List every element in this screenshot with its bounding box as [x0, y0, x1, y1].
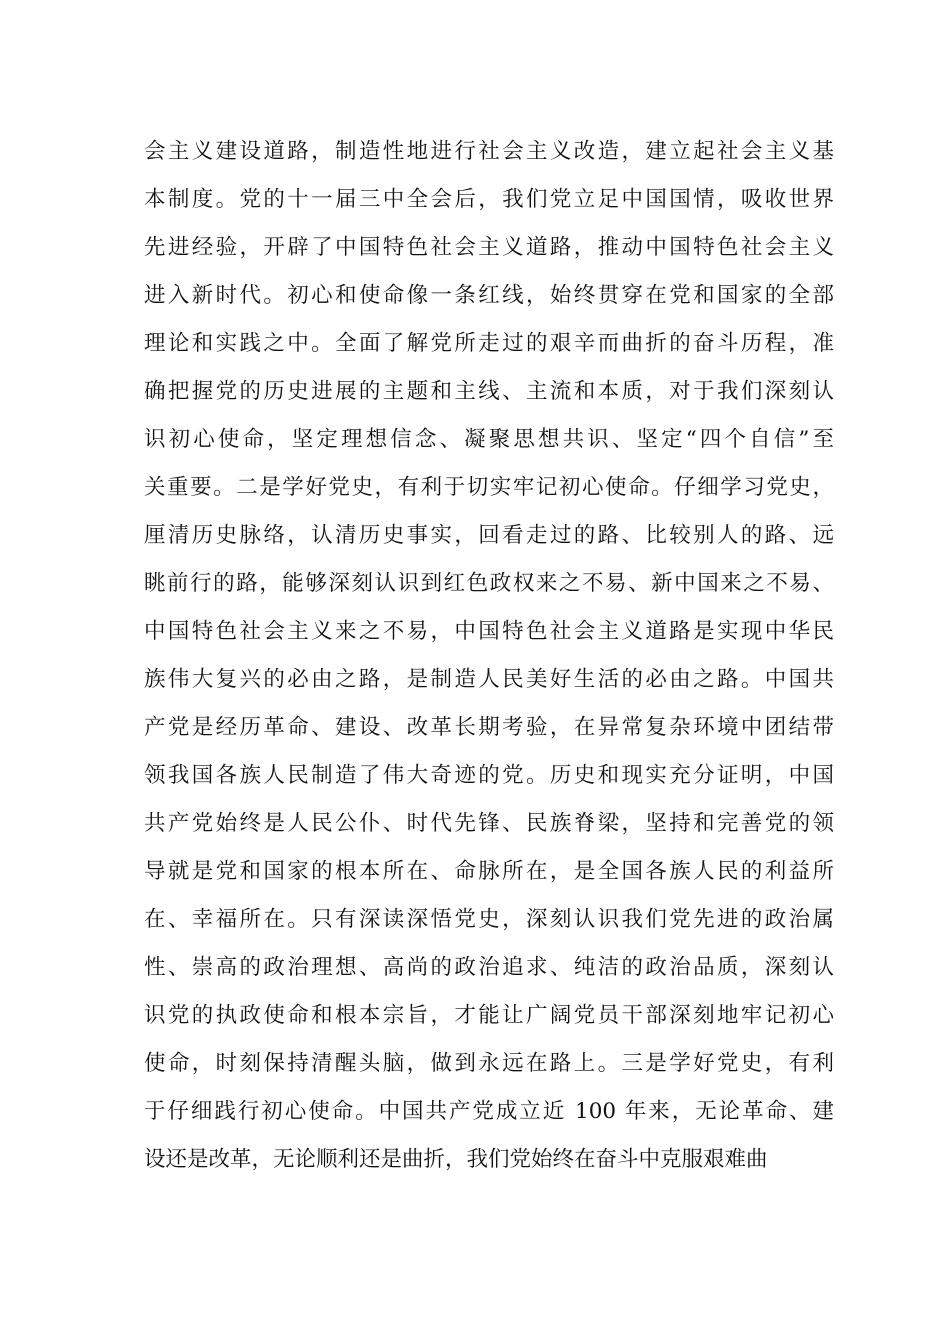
- text-line: 中国特色社会主义来之不易，中国特色社会主义道路是实现中华民: [144, 619, 834, 644]
- text-line: 族伟大复兴的必由之路，是制造人民美好生活的必由之路。中国共: [144, 667, 834, 692]
- text-line: 产党是经历革命、建设、改革长期考验，在异常复杂环境中团结带: [144, 715, 834, 740]
- text-line: 于仔细践行初心使命。中国共产党成立近 100 年来，无论革命、建: [144, 1099, 834, 1124]
- text-line: 厘清历史脉络，认清历史事实，回看走过的路、比较别人的路、远: [144, 523, 834, 548]
- text-line: 使命，时刻保持清醒头脑，做到永远在路上。三是学好党史，有利: [144, 1051, 834, 1076]
- text-line: 关重要。二是学好党史，有利于切实牢记初心使命。仔细学习党史，: [144, 475, 834, 500]
- text-line: 进入新时代。初心和使命像一条红线，始终贯穿在党和国家的全部: [144, 283, 834, 308]
- text-line: 共产党始终是人民公仆、时代先锋、民族脊梁，坚持和完善党的领: [144, 811, 834, 836]
- text-line: 会主义建设道路，制造性地进行社会主义改造，建立起社会主义基: [144, 139, 834, 164]
- text-line: 识党的执政使命和根本宗旨，才能让广阔党员干部深刻地牢记初心: [144, 1003, 834, 1028]
- text-line: 先进经验，开辟了中国特色社会主义道路，推动中国特色社会主义: [144, 235, 834, 260]
- text-line: 识初心使命，坚定理想信念、凝聚思想共识、坚定“四个自信”至: [144, 427, 834, 452]
- text-line: 设还是改革，无论顺利还是曲折，我们党始终在奋斗中克服艰难曲: [144, 1147, 768, 1172]
- text-line: 在、幸福所在。只有深读深悟党史，深刻认识我们党先进的政治属: [144, 907, 834, 932]
- text-line: 本制度。党的十一届三中全会后，我们党立足中国国情，吸收世界: [144, 187, 834, 212]
- text-line: 导就是党和国家的根本所在、命脉所在，是全国各族人民的利益所: [144, 859, 834, 884]
- text-line: 领我国各族人民制造了伟大奇迹的党。历史和现实充分证明，中国: [144, 763, 834, 788]
- document-body: [144, 128, 834, 1184]
- text-line: 性、崇高的政治理想、高尚的政治追求、纯洁的政治品质，深刻认: [144, 955, 834, 980]
- text-line: 眺前行的路，能够深刻认识到红色政权来之不易、新中国来之不易、: [144, 571, 834, 596]
- text-line: 理论和实践之中。全面了解党所走过的艰辛而曲折的奋斗历程，准: [144, 331, 834, 356]
- text-line: 确把握党的历史进展的主题和主线、主流和本质，对于我们深刻认: [144, 379, 834, 404]
